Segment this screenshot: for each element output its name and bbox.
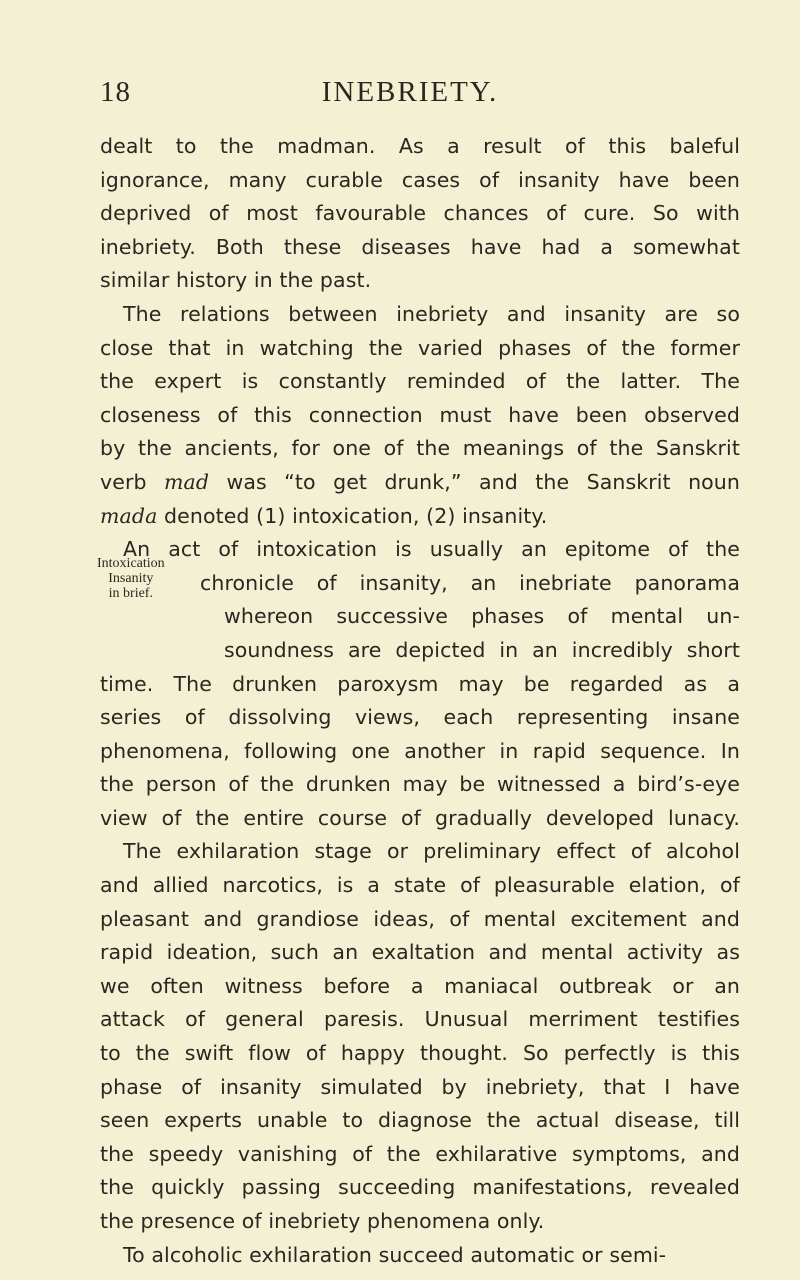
text-run: The exhilaration stage or preliminary effect of alcohol	[123, 839, 740, 864]
text-run: deprived of most favourable chances of cure. So with	[100, 201, 740, 226]
text-run: was “to get drunk,” and the Sanskrit noun	[209, 469, 740, 494]
margin-note-line: Insanity	[108, 571, 154, 586]
text-run: view of the entire course of gradually developed lunacy.	[100, 805, 740, 830]
margin-note-line: in brief.	[108, 586, 153, 601]
text-line	[100, 298, 740, 332]
text-run: similar history in the past.	[100, 268, 372, 293]
text-run: verb	[100, 469, 164, 494]
text-run: whereon successive phases of mental un-	[224, 604, 740, 629]
text-line	[100, 1071, 740, 1105]
text-run: ignorance, many curable cases of insanity have been	[100, 167, 740, 192]
text-run: phase of insanity simulated by inebriety, that I have	[100, 1074, 740, 1099]
text-run: inebriety. Both these diseases have had a somewhat	[100, 234, 740, 259]
text-line	[100, 332, 740, 366]
text-line	[100, 970, 740, 1004]
margin-note-line: Intoxication	[97, 556, 165, 571]
text-line	[100, 1171, 740, 1205]
text-run: series of dissolving views, each representing insane	[100, 705, 740, 730]
text-line	[100, 567, 740, 601]
text-line	[100, 231, 740, 265]
text-run: chronicle of insanity, an inebriate panorama	[200, 570, 740, 595]
text-line	[100, 1037, 740, 1071]
text-run: and allied narcotics, is a state of pleasurable elation, of	[100, 873, 740, 898]
text-line	[100, 1104, 740, 1138]
running-title: INEBRIETY.	[321, 76, 499, 108]
text-line	[100, 466, 740, 500]
text-run: rapid ideation, such an exaltation and mental activity as	[100, 940, 740, 965]
text-line	[100, 1138, 740, 1172]
text-run: to the swift flow of happy thought. So perfectly is this	[100, 1041, 740, 1066]
text-line	[100, 365, 740, 399]
text-run: we often witness before a maniacal outbreak or an	[100, 973, 740, 998]
text-run: the speedy vanishing of the exhilarative symptoms, and	[100, 1141, 740, 1166]
text-line	[100, 701, 740, 735]
text-line	[100, 869, 740, 903]
text-run: To alcoholic exhilaration succeed automatic or semi-	[123, 1242, 667, 1267]
text-run: the person of the drunken may be witnessed a bird’s-eye	[100, 772, 740, 797]
text-line	[100, 802, 740, 836]
text-line	[100, 735, 740, 769]
text-run: pleasant and grandiose ideas, of mental excitement and	[100, 906, 740, 931]
text-run: the presence of inebriety phenomena only.	[100, 1209, 545, 1233]
text-line	[100, 500, 740, 534]
text-line	[100, 634, 740, 668]
text-run: the expert is constantly reminded of the latter. The	[100, 369, 740, 394]
text-line	[100, 399, 740, 433]
body-text	[100, 130, 740, 1272]
text-run: time. The drunken paroxysm may be regarded as a	[100, 671, 740, 696]
text-run: phenomena, following one another in rapid sequence. In	[100, 738, 740, 763]
italic-term: mad	[163, 469, 210, 494]
text-line	[100, 264, 740, 298]
text-run: denoted (1) intoxication, (2) insanity.	[157, 503, 548, 528]
text-line	[100, 130, 740, 164]
text-line	[100, 197, 740, 231]
text-run: by the ancients, for one of the meanings of the Sanskrit	[100, 436, 740, 461]
text-line	[100, 432, 740, 466]
text-line	[100, 668, 740, 702]
text-line	[100, 600, 740, 634]
text-run: close that in watching the varied phases of the former	[100, 335, 740, 360]
text-run: attack of general paresis. Unusual merriment testifies	[100, 1007, 740, 1032]
text-run: soundness are depicted in an incredibly short	[224, 637, 740, 662]
text-run: seen experts unable to diagnose the actual disease, till	[100, 1108, 740, 1133]
text-run: An act of intoxication is usually an epitome of the	[123, 537, 740, 562]
page-number: 18	[100, 76, 131, 108]
text-line	[100, 835, 740, 869]
text-line	[100, 768, 740, 802]
text-run: closeness of this connection must have been observed	[100, 402, 740, 427]
text-line	[100, 936, 740, 970]
text-line	[100, 533, 740, 567]
text-line	[100, 1003, 740, 1037]
text-line	[100, 1239, 740, 1273]
text-run: dealt to the madman. As a result of this baleful	[100, 134, 740, 158]
text-line	[100, 1205, 740, 1239]
text-line	[100, 164, 740, 198]
text-line	[100, 903, 740, 937]
italic-term: mada	[100, 503, 158, 528]
text-run: the quickly passing succeeding manifestations, revealed	[100, 1175, 740, 1200]
text-run: The relations between inebriety and insanity are so	[123, 301, 740, 326]
